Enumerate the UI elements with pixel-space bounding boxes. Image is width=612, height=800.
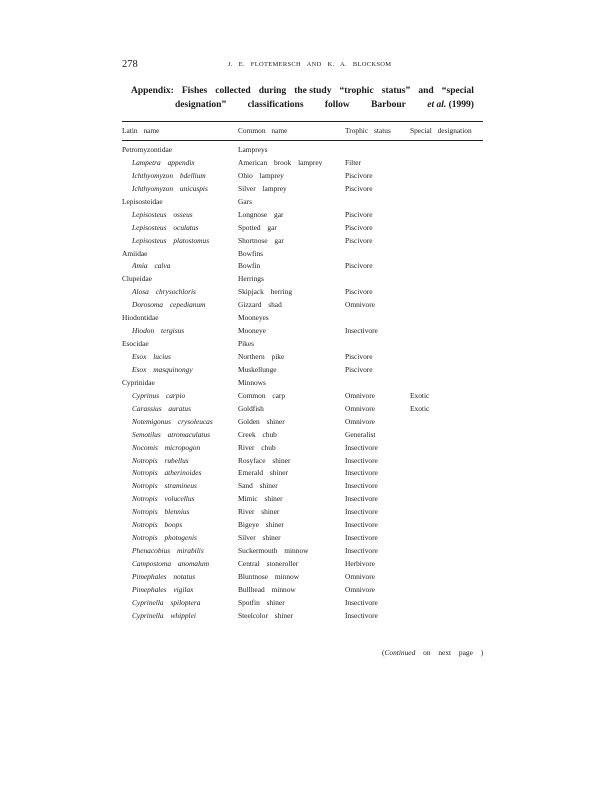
latin-name-cell: Ichthyomyzon bdellium	[132, 170, 206, 180]
trophic-status-cell: Insectivore	[345, 468, 378, 478]
common-name-cell: Creek chub	[238, 429, 277, 439]
common-name-cell: Silver shiner	[238, 533, 281, 543]
species-row	[0, 533, 612, 546]
caption-word: follow	[324, 100, 350, 110]
table-caption	[131, 84, 474, 112]
column-header-common-name: Common name	[238, 126, 288, 135]
latin-name-cell: Hiodon tergisus	[132, 326, 185, 336]
family-row	[0, 339, 612, 352]
latin-name-cell: Lepisosteus osseus	[132, 209, 193, 219]
species-row	[0, 494, 612, 507]
trophic-status-cell: Piscivore	[345, 183, 373, 193]
latin-name-cell: Notropis blennius	[132, 507, 190, 517]
common-name-cell: Common carp	[238, 390, 286, 400]
page-number: 278	[122, 59, 138, 70]
trophic-status-cell: Piscivore	[345, 364, 373, 374]
common-name-cell: Gars	[238, 196, 252, 206]
trophic-status-cell: Piscivore	[345, 287, 373, 297]
caption-word: status”	[381, 86, 411, 96]
common-name-cell: Pikes	[238, 339, 255, 349]
latin-name-cell: Notropis stramineus	[132, 481, 197, 491]
latin-name-cell: Notropis volucellus	[132, 494, 195, 504]
trophic-status-cell: Generalist	[345, 429, 376, 439]
species-row	[0, 572, 612, 585]
common-name-cell: Bluntnose minnow	[238, 571, 300, 581]
common-name-cell: Lampreys	[238, 145, 268, 154]
common-name-cell: Suckermouth minnow	[238, 546, 309, 556]
caption-word: the study	[294, 86, 332, 96]
common-name-cell: Muskellunge	[238, 364, 277, 374]
latin-name-cell: Esox lucius	[132, 352, 171, 361]
common-name-cell: Mooneyes	[238, 313, 269, 323]
latin-name-cell: Dorosoma cepedianum	[132, 300, 206, 310]
latin-name-cell: Notropis rubellus	[132, 455, 189, 465]
common-name-cell: Steelcolor shiner	[238, 610, 293, 620]
common-name-cell: Herrings	[238, 274, 264, 284]
latin-name-cell: Lepisosteus platostomus	[132, 235, 210, 245]
caption-word: designation”	[175, 100, 227, 110]
latin-name-cell: Lampetra appendix	[132, 157, 195, 167]
species-row	[0, 598, 612, 611]
trophic-status-cell: Piscivore	[345, 235, 373, 245]
trophic-status-cell: Insectivore	[345, 533, 378, 543]
column-header-trophic-status: Trophic status	[345, 126, 391, 135]
trophic-status-cell: Insectivore	[345, 546, 378, 556]
common-name-cell: Northern pike	[238, 352, 285, 361]
trophic-status-cell: Insectivore	[345, 520, 378, 530]
latin-name-cell: Notemigonus crysoleucas	[132, 416, 213, 426]
common-name-cell: Shortnose gar	[238, 235, 284, 245]
latin-name-cell: Esocidae	[122, 339, 149, 349]
species-row	[0, 171, 612, 184]
latin-name-cell: Cyprinella whipplei	[132, 610, 196, 620]
latin-name-cell: Petromyzontidae	[122, 145, 173, 154]
column-header-latin-name: Latin name	[122, 126, 160, 135]
latin-name-cell: Semotilus atromaculatus	[132, 429, 211, 439]
family-row	[0, 249, 612, 262]
common-name-cell: River shiner	[238, 507, 280, 517]
family-row	[0, 197, 612, 210]
species-row	[0, 210, 612, 223]
species-row	[0, 468, 612, 481]
continued-note: (Continued on next page )	[382, 648, 484, 657]
species-row	[0, 326, 612, 339]
caption-word: Appendix:	[131, 86, 174, 96]
trophic-status-cell: Omnivore	[345, 403, 375, 413]
common-name-cell: Goldfish	[238, 403, 264, 413]
common-name-cell: River chub	[238, 442, 276, 452]
common-name-cell: Golden shiner	[238, 416, 285, 426]
latin-name-cell: Cyprinidae	[122, 377, 155, 387]
family-row	[0, 378, 612, 391]
trophic-status-cell: Omnivore	[345, 571, 375, 581]
trophic-status-cell: Piscivore	[345, 352, 373, 361]
trophic-status-cell: Insectivore	[345, 507, 378, 517]
common-name-cell: Mooneye	[238, 326, 266, 336]
latin-name-cell: Lepisosteidae	[122, 196, 163, 206]
common-name-cell: Silver lamprey	[238, 183, 287, 193]
common-name-cell: Bowfins	[238, 248, 264, 258]
species-row	[0, 481, 612, 494]
species-row	[0, 261, 612, 274]
common-name-cell: Spotfin shiner	[238, 597, 285, 607]
species-row	[0, 611, 612, 624]
trophic-status-cell: Filter	[345, 157, 362, 167]
species-row	[0, 443, 612, 456]
trophic-status-cell: Piscivore	[345, 222, 373, 232]
species-row	[0, 417, 612, 430]
trophic-status-cell: Insectivore	[345, 442, 378, 452]
latin-name-cell: Ichthyomyzon unicuspis	[132, 183, 208, 193]
species-row	[0, 507, 612, 520]
caption-word: Barbour	[371, 100, 406, 110]
common-name-cell: American brook lamprey	[238, 157, 323, 167]
trophic-status-cell: Omnivore	[345, 390, 375, 400]
trophic-status-cell: Piscivore	[345, 261, 373, 271]
latin-name-cell: Cyprinella spiloptera	[132, 597, 201, 607]
table-top-rule	[122, 121, 483, 122]
caption-word: “trophic	[339, 86, 374, 96]
trophic-status-cell: Piscivore	[345, 170, 373, 180]
caption-word: et al. (1999)	[427, 100, 474, 110]
special-designation-cell: Exotic	[410, 390, 430, 400]
species-row	[0, 520, 612, 533]
trophic-status-cell: Insectivore	[345, 455, 378, 465]
trophic-status-cell: Insectivore	[345, 610, 378, 620]
running-head: J. E. FLOTEMERSCH AND K. A. BLOCKSOM	[228, 61, 392, 68]
species-row	[0, 546, 612, 559]
trophic-status-cell: Herbivore	[345, 559, 375, 568]
common-name-cell: Bullhead minnow	[238, 584, 296, 594]
table-body	[0, 145, 612, 624]
latin-name-cell: Campostoma anomalum	[132, 559, 210, 568]
species-row	[0, 236, 612, 249]
latin-name-cell: Notropis atherinoides	[132, 468, 202, 478]
latin-name-cell: Lepisosteus oculatus	[132, 222, 199, 232]
species-row	[0, 287, 612, 300]
latin-name-cell: Hiodontidae	[122, 313, 159, 323]
species-row	[0, 158, 612, 171]
caption-word: Fishes	[181, 86, 208, 96]
caption-word: collected	[215, 86, 251, 96]
caption-word: during	[258, 86, 287, 96]
latin-name-cell: Phenacobius mirabilis	[132, 546, 204, 556]
common-name-cell: Bigeye shiner	[238, 520, 284, 530]
common-name-cell: Ohio lamprey	[238, 170, 284, 180]
species-row	[0, 404, 612, 417]
species-row	[0, 300, 612, 313]
family-row	[0, 274, 612, 287]
trophic-status-cell: Insectivore	[345, 494, 378, 504]
latin-name-cell: Notropis photogenis	[132, 533, 197, 543]
latin-name-cell: Nocomis micropogon	[132, 442, 201, 452]
common-name-cell: Longnose gar	[238, 209, 284, 219]
latin-name-cell: Carassius auratus	[132, 403, 192, 413]
caption-word: “special	[441, 86, 474, 96]
species-row	[0, 456, 612, 469]
latin-name-cell: Notropis boops	[132, 520, 183, 530]
common-name-cell: Gizzard shad	[238, 300, 282, 310]
caption-word: and	[418, 86, 434, 96]
latin-name-cell: Pimephales notatus	[132, 571, 196, 581]
common-name-cell: Bowfin	[238, 261, 261, 271]
trophic-status-cell: Piscivore	[345, 209, 373, 219]
common-name-cell: Rosyface shiner	[238, 455, 291, 465]
common-name-cell: Central stoneroller	[238, 559, 299, 568]
species-row	[0, 585, 612, 598]
latin-name-cell: Cyprinus carpio	[132, 390, 186, 400]
column-header-special-designation: Special designation	[410, 126, 472, 135]
common-name-cell: Emerald shiner	[238, 468, 288, 478]
caption-line-2	[131, 98, 474, 112]
latin-name-cell: Amia calva	[132, 261, 171, 271]
species-row	[0, 391, 612, 404]
table-header-rule	[122, 140, 483, 141]
species-row	[0, 184, 612, 197]
trophic-status-cell: Insectivore	[345, 326, 378, 336]
special-designation-cell: Exotic	[410, 403, 430, 413]
latin-name-cell: Clupeidae	[122, 274, 152, 284]
family-row	[0, 313, 612, 326]
caption-word: classifications	[247, 100, 304, 110]
species-row	[0, 352, 612, 365]
latin-name-cell: Pimephales vigilax	[132, 584, 194, 594]
caption-line-1	[131, 84, 474, 98]
common-name-cell: Minnows	[238, 377, 266, 387]
trophic-status-cell: Insectivore	[345, 481, 378, 491]
common-name-cell: Mimic shiner	[238, 494, 283, 504]
trophic-status-cell: Insectivore	[345, 597, 378, 607]
latin-name-cell: Amiidae	[122, 248, 148, 258]
family-row	[0, 145, 612, 158]
latin-name-cell: Alosa chrysochloris	[132, 287, 196, 297]
species-row	[0, 365, 612, 378]
latin-name-cell: Esox masquinongy	[132, 364, 193, 374]
species-row	[0, 430, 612, 443]
trophic-status-cell: Omnivore	[345, 416, 375, 426]
trophic-status-cell: Omnivore	[345, 300, 375, 310]
species-row	[0, 559, 612, 572]
trophic-status-cell: Omnivore	[345, 584, 375, 594]
common-name-cell: Spotted gar	[238, 222, 277, 232]
species-row	[0, 223, 612, 236]
common-name-cell: Skipjack herring	[238, 287, 293, 297]
common-name-cell: Sand shiner	[238, 481, 278, 491]
